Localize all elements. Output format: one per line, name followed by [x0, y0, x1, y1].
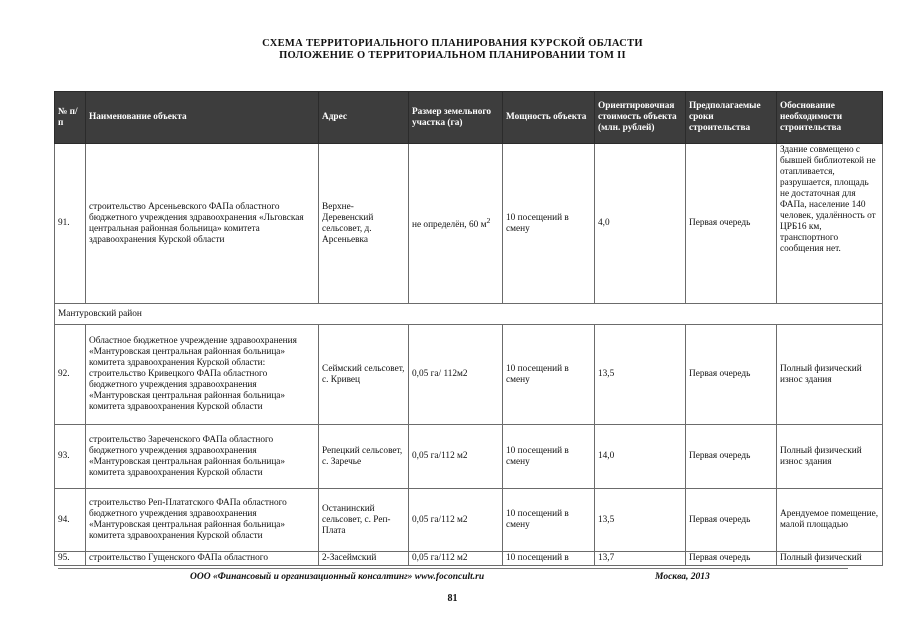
cell-capacity: 10 посещений в смену [503, 489, 595, 552]
area-value: не определён, 60 м [412, 220, 487, 231]
cell-term: Первая очередь [686, 489, 777, 552]
objects-table [54, 91, 883, 566]
col-area: Размер земельного участка (га) [409, 92, 503, 144]
table-row [55, 489, 883, 552]
footer-divider [58, 568, 848, 569]
cell-capacity: 10 посещений в смену [503, 144, 595, 304]
cell-address: Верхне-Деревенский сельсовет, д. Арсеньевка [319, 144, 409, 304]
cell-capacity: 10 посещений в смену [503, 325, 595, 425]
cell-address: 2-Засеймский [319, 552, 409, 566]
cell-name: строительство Арсеньевского ФАПа областного бюджетного учреждения здравоохранения «Льговская центральная районная больница» комитета здравоохранения Курской области [86, 144, 319, 304]
area-superscript: 2 [486, 216, 491, 226]
footer-city-year: Москва, 2013 [655, 572, 710, 582]
col-term: Предполагаемые сроки строительства [686, 92, 777, 144]
page-header [0, 38, 905, 62]
cell-area: 0,05 га/112 м2 [409, 489, 503, 552]
cell-term: Первая очередь [686, 425, 777, 489]
cell-number: 93. [55, 425, 86, 489]
header-subtitle: ПОЛОЖЕНИЕ О ТЕРРИТОРИАЛЬНОМ ПЛАНИРОВАНИИ ТОМ II [279, 50, 626, 61]
cell-reason: Здание совмещено с бывшей библиотекой не отапливается, разрушается, площадь не достаточная для ФАПа, население 140 человек, удалённость от ЦРБ16 км, транспортного сообщения нет. [777, 144, 883, 304]
col-number: № п/п [55, 92, 86, 144]
header-title: СХЕМА ТЕРРИТОРИАЛЬНОГО ПЛАНИРОВАНИЯ КУРСКОЙ ОБЛАСТИ [262, 38, 643, 49]
footer-company: ООО «Финансовый и организационный консалтинг» www.foconcult.ru [190, 572, 485, 582]
table-row [55, 144, 883, 304]
cell-number: 91. [55, 144, 86, 304]
cell-reason: Полный физический износ здания [777, 325, 883, 425]
cell-name: Областное бюджетное учреждение здравоохранения «Мантуровская центральная районная больница» комитета здравоохранения Курской области: строительство Кривецкого ФАПа областного бюджетного учреждения здравоохранения «Мантуровская центральная районная больница» комитета здравоохранения Курской области [86, 325, 319, 425]
cell-name: строительство Зареченского ФАПа областного бюджетного учреждения здравоохранения «Мантуровская центральная районная больница» комитета здравоохранения Курской области [86, 425, 319, 489]
cell-term: Первая очередь [686, 325, 777, 425]
cell-area: 0,05 га/112 м2 [409, 425, 503, 489]
table-header-row [55, 92, 883, 144]
cell-reason: Полный физический [777, 552, 883, 566]
cell-capacity: 10 посещений в смену [503, 425, 595, 489]
col-reason: Обоснование необходимости строительства [777, 92, 883, 144]
cell-term: Первая очередь [686, 144, 777, 304]
cell-term: Первая очередь [686, 552, 777, 566]
cell-area: 0,05 га/112 м2 [409, 552, 503, 566]
cell-reason: Арендуемое помещение, малой площадью [777, 489, 883, 552]
cell-address: Репецкий сельсовет, с. Заречье [319, 425, 409, 489]
col-name: Наименование объекта [86, 92, 319, 144]
cell-address: Останинский сельсовет, с. Реп-Плата [319, 489, 409, 552]
table-row [55, 425, 883, 489]
cell-number: 92. [55, 325, 86, 425]
cell-reason: Полный физический износ здания [777, 425, 883, 489]
page-number: 81 [447, 593, 458, 604]
cell-address: Сеймский сельсовет, с. Кривец [319, 325, 409, 425]
section-row [55, 304, 883, 325]
cell-cost: 13,5 [595, 325, 686, 425]
cell-area [409, 144, 503, 304]
table-row [55, 325, 883, 425]
cell-cost: 4,0 [595, 144, 686, 304]
cell-name: строительство Гущенского ФАПа областного [86, 552, 319, 566]
cell-area: 0,05 га/ 112м2 [409, 325, 503, 425]
col-capacity: Мощность объекта [503, 92, 595, 144]
col-address: Адрес [319, 92, 409, 144]
cell-cost: 13,5 [595, 489, 686, 552]
cell-capacity: 10 посещений в [503, 552, 595, 566]
cell-name: строительство Реп-Плататского ФАПа областного бюджетного учреждения здравоохранения «Мантуровская центральная районная больница» комитета здравоохранения Курской области [86, 489, 319, 552]
cell-number: 94. [55, 489, 86, 552]
col-cost: Ориентировочная стоимость объекта (млн. рублей) [595, 92, 686, 144]
table-row [55, 552, 883, 566]
cell-number: 95. [55, 552, 86, 566]
section-title: Мантуровский район [55, 304, 883, 325]
cell-cost: 13,7 [595, 552, 686, 566]
cell-cost: 14,0 [595, 425, 686, 489]
